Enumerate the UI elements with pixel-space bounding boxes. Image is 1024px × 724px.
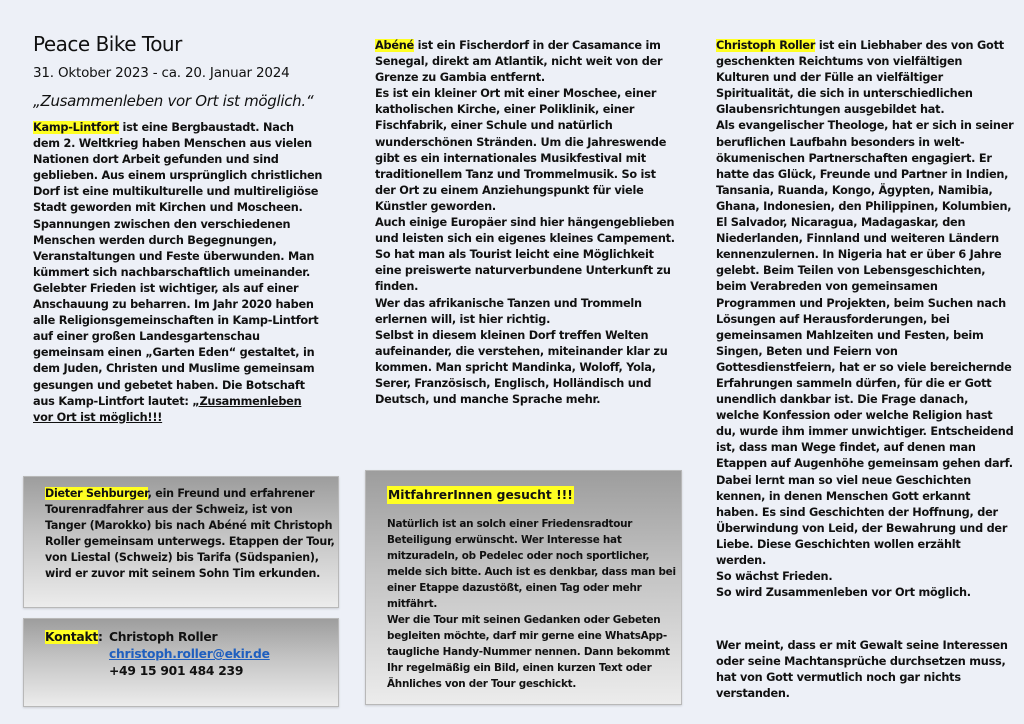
abene-paragraph: Wer das afrikanische Tanzen und Trommeln erlernen will, ist hier richtig. (375, 296, 642, 326)
christoph-closing: Wer meint, dass er mit Gewalt seine Interessen oder seine Machtansprüche durchsetzen muss, hat von Gott vermutlich noch gar nichts verstanden. (716, 639, 1008, 701)
abene-paragraph: So hat man als Tourist leicht eine Möglichkeit eine preiswerte naturverbundene Unterkunft zu finden. (375, 248, 671, 294)
kamp-lintfort-text: ist eine Bergbaustadt. Nach dem 2. Weltkrieg haben Menschen aus vielen Nationen dort Arbeit gefunden und sind geblieben. Aus einem ursprünglich christlichen Dorf ist eine multikulturelle und multireligiöse Stadt geworden mit Kirchen und Moscheen. Spannungen zwischen den verschiedenen Menschen werden durch Begegnungen, Veranstaltungen und Feste überwunden. Man kümmert sich nachbarschaftlich umeinander. Gelebter Frieden ist wichtiger, als auf einer Anschauung zu beharren. Im Jahr 2020 haben alle Religionsgemeinschaften in Kamp-Lintfort auf einer großen Landesgartenschau gemeinsam einen „Garten Eden“ gestaltet, in dem Juden, Christen und Muslime gemeinsam gesungen und gebetet haben. Die Botschaft aus Kamp-Lintfort lautet: (33, 121, 323, 408)
abene-paragraph: Auch einige Europäer sind hier hängengeblieben und leisten sich ein eigenes kleines Campement. (375, 216, 675, 246)
abene-paragraph: Es ist ein kleiner Ort mit einer Moschee, einer katholischen Kirche, einer Poliklinik, einer Fischfabrik, einer Schule und natürlich wunderschönen Stränden. Um die Jahreswende gibt es ein internationales Musikfestival mit traditionellem Tanz und Trommelmusik. So ist der Ort zu einem Anziehungspunkt für viele Künstler geworden. (375, 87, 667, 213)
dieter-highlight: Dieter Sehburger (45, 487, 148, 500)
christoph-roller-section (716, 38, 1014, 601)
mitfahrer-heading: MitfahrerInnen gesucht !!! (388, 488, 573, 502)
abene-paragraph: Selbst in diesem kleinen Dorf treffen Welten aufeinander, die verstehen, miteinander klar zu kommen. Man spricht Mandinka, Woloff, Yola, Serer, Französisch, Englisch, Holländisch und Deutsch, und manche Sprache mehr. (375, 328, 668, 407)
contact-label: Kontakt (45, 630, 98, 644)
christoph-paragraph: ist ein Liebhaber des von Gott geschenkten Reichtums von vielfältigen Kulturen und der Fülle an vielfältiger Spiritualität, die sich in unterschiedlichen Glaubensrichtungen ausgebildet hat. (716, 39, 1004, 117)
tour-dates: 31. Oktober 2023 - ca. 20. Januar 2024 (33, 65, 290, 81)
abene-highlight: Abéné (375, 39, 414, 52)
abene-section (375, 38, 675, 408)
dieter-sehburger-box (23, 476, 339, 608)
mitfahrer-paragraph: Wer die Tour mit seinen Gedanken oder Gebeten begleiten möchte, darf mir gerne eine WhatsApp-taugliche Handy-Nummer nennen. Dann bekommt Ihr regelmäßig ein Bild, einen kurzen Text oder Ähnliches von der Tour geschickt. (387, 614, 670, 690)
christoph-highlight: Christoph Roller (716, 39, 816, 52)
kamp-lintfort-message: „Zusammenleben vor Ort ist möglich!!! (33, 394, 302, 424)
christoph-paragraph: So wächst Frieden. (716, 570, 833, 584)
kamp-lintfort-section (33, 120, 323, 426)
motto: „Zusammenleben vor Ort ist möglich.“ (33, 92, 314, 110)
abene-paragraph: ist ein Fischerdorf in der Casamance im Senegal, direkt am Atlantik, nicht weit von der Grenze zu Gambia entfernt. (375, 39, 663, 85)
contact-box (23, 618, 339, 707)
mitfahrer-box (365, 470, 682, 705)
christoph-paragraph: Als evangelischer Theologe, hat er sich in seiner beruflichen Laufbahn besonders in welt-ökumenischen Partnerschaften engagiert. Er hatte das Glück, Freunde und Partner in Indien, Tansania, Ruanda, Kongo, Ägypten, Namibia, Ghana, Indonesien, den Philippinen, Kolumbien, El Salvador, Nicaragua, Madagaskar, den Niederlanden, Finnland und weiteren Ländern kennenzulernen. In Nigeria hat er über 6 Jahre gelebt. Beim Teilen von Lebensgeschichten, beim Verabreden von gemeinsamen Programmen und Projekten, beim Suchen nach Lösungen auf Herausforderungen, bei gemeinsamen Mahlzeiten und Festen, beim Singen, Beten und Feiern von Gottesdienstfeiern, hat er so viele bereichernde Erfahrungen sammeln dürfen, für die er Gott unendlich dankbar ist. Die Frage danach, welche Konfession oder welche Religion hast du, wurde ihm immer unwichtiger. Entscheidend ist, dass man Wege findet, auf denen man Etappen auf Augenhöhe gemeinsam gehen darf. Dabei lernt man so viel neue Geschichten kennen, in denen Menschen Gott erkannt haben. Es sind Geschichten der Hoffnung, der Überwindung von Leid, der Bewahrung und der Liebe. Diese Geschichten wollen erzählt werden. (716, 119, 1014, 567)
contact-colon: : (98, 630, 103, 644)
dieter-text: , ein Freund und erfahrener Tourenradfahrer aus der Schweiz, ist von Tanger (Marokko) bis nach Abéné mit Christoph Roller gemeinsam unterwegs. Etappen der Tour, von Liestal (Schweiz) bis Tarifa (Südspanien), wird er zuvor mit seinem Sohn Tim erkunden. (45, 487, 335, 580)
contact-email-link[interactable]: christoph.roller@ekir.de (109, 647, 270, 661)
contact-phone: +49 15 901 484 239 (109, 664, 244, 678)
contact-name: Christoph Roller (109, 630, 218, 644)
page-title: Peace Bike Tour (33, 32, 182, 56)
kamp-lintfort-highlight: Kamp-Lintfort (33, 121, 119, 134)
christoph-paragraph: So wird Zusammenleben vor Ort möglich. (716, 586, 971, 600)
mitfahrer-paragraph: Natürlich ist an solch einer Friedensradtour Beteiligung erwünscht. Wer Interesse hat mitzuradeln, ob Pedelec oder noch sportlicher, melde sich bitte. Auch ist es denkbar, dass man bei einer Etappe dazustößt, einen Tag oder mehr mitfährt. (387, 518, 676, 610)
